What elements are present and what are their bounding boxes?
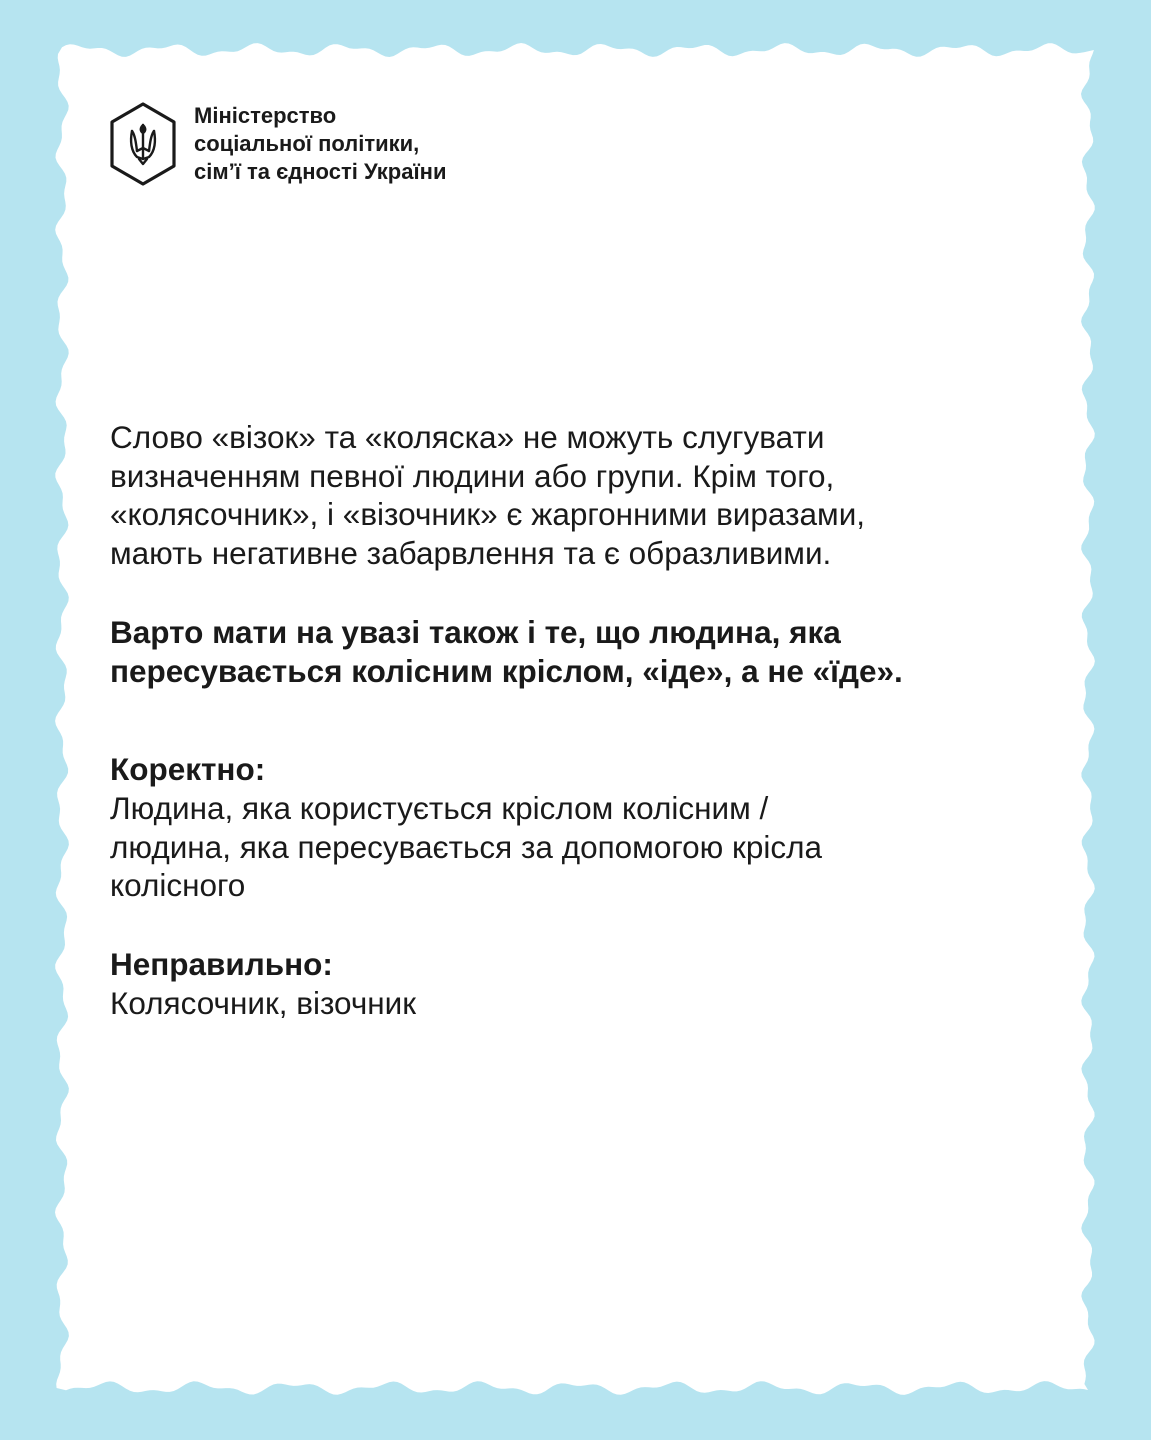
- incorrect-heading: Неправильно:: [110, 946, 333, 982]
- ministry-name-line-1: Міністерство: [194, 103, 337, 128]
- intro-line-2: визначенням певної людини або групи. Крім того,: [110, 457, 835, 494]
- note-line-1: Варто мати на увазі також і те, що людина, яка: [110, 614, 841, 650]
- note-line-2: пересувається колісним кріслом, «іде», а не «їде».: [110, 652, 903, 689]
- intro-line-4: мають негативне забарвлення та є образливими.: [110, 534, 832, 571]
- ministry-logo: [108, 101, 446, 187]
- trident-coat-of-arms-icon: [108, 101, 178, 187]
- note-paragraph: [110, 613, 1070, 690]
- ministry-name-line-2: соціальної політики,: [194, 131, 420, 156]
- correct-paragraph: [110, 789, 1070, 905]
- ministry-name-line-3: сім’ї та єдності України: [194, 159, 447, 184]
- correct-line-2: людина, яка пересувається за допомогою крісла: [110, 828, 822, 865]
- correct-line-3: колісного: [110, 867, 246, 903]
- intro-paragraph: [110, 418, 1070, 572]
- ministry-name: [194, 102, 446, 186]
- incorrect-paragraph: [110, 984, 1070, 1023]
- correct-heading: Коректно:: [110, 751, 266, 787]
- correct-line-1: Людина, яка користується кріслом колісним /: [110, 790, 769, 826]
- incorrect-line-1: Колясочник, візочник: [110, 985, 417, 1021]
- intro-line-3: «колясочник», і «візочник» є жаргонними виразами,: [110, 496, 866, 532]
- intro-line-1: Слово «візок» та «коляска» не можуть слугувати: [110, 419, 825, 455]
